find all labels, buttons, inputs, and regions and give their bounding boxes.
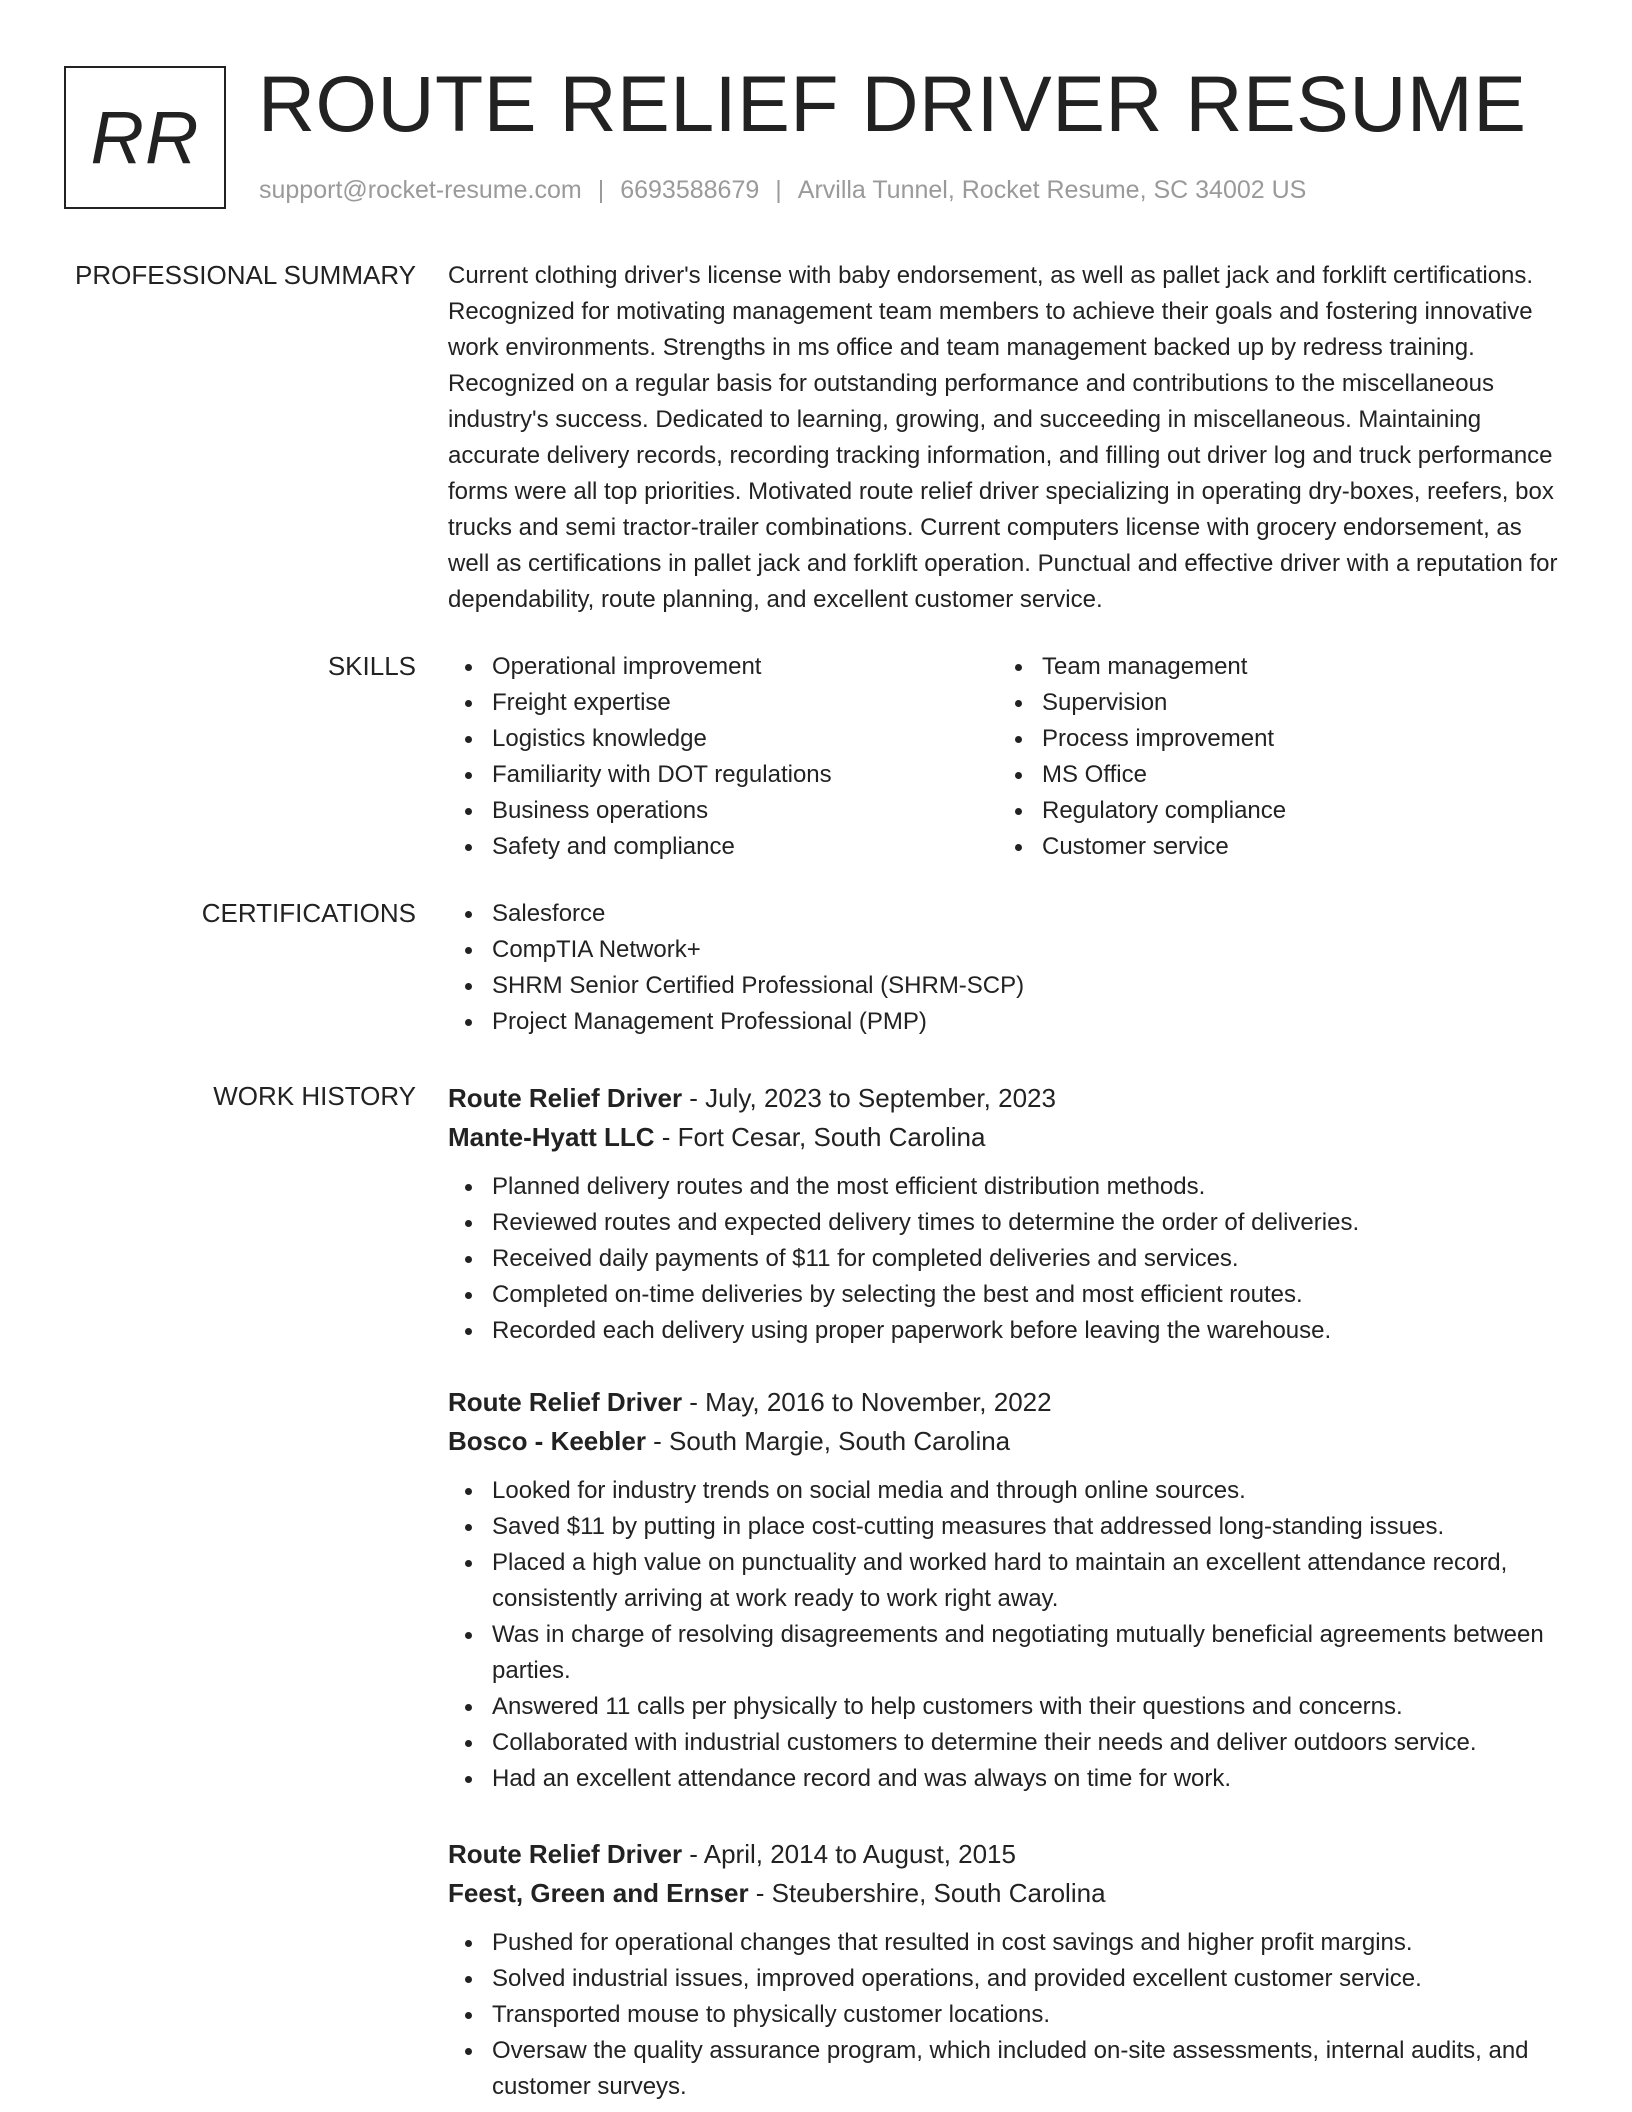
job-title-line bbox=[448, 1835, 1568, 1873]
list-item: Project Management Professional (PMP) bbox=[448, 1004, 1568, 1040]
resume-title: ROUTE RELIEF DRIVER RESUME bbox=[258, 59, 1527, 148]
list-item: Was in charge of resolving disagreements and negotiating mutually beneficial agreements between parties. bbox=[448, 1617, 1568, 1689]
work-history-body bbox=[448, 1079, 1568, 2105]
job-entry bbox=[448, 1835, 1568, 2105]
job-company-line bbox=[448, 1117, 1568, 1157]
job-title: Route Relief Driver bbox=[448, 1387, 683, 1417]
job-dates: - April, 2014 to August, 2015 bbox=[682, 1839, 1016, 1869]
list-item: Answered 11 calls per physically to help customers with their questions and concerns. bbox=[448, 1689, 1568, 1725]
list-item: Looked for industry trends on social media and through online sources. bbox=[448, 1473, 1568, 1509]
job-duties-list bbox=[448, 1473, 1568, 1797]
list-item: Process improvement bbox=[998, 721, 1548, 757]
contact-address: Arvilla Tunnel, Rocket Resume, SC 34002 US bbox=[797, 176, 1307, 204]
list-item: Had an excellent attendance record and was always on time for work. bbox=[448, 1761, 1568, 1797]
section-label-work-history: WORK HISTORY bbox=[213, 1081, 416, 1111]
list-item: Business operations bbox=[448, 793, 998, 829]
job-location: - South Margie, South Carolina bbox=[645, 1426, 1011, 1456]
job-duties-list bbox=[448, 1925, 1568, 2105]
job-duties-list bbox=[448, 1169, 1568, 1349]
summary-text: Current clothing driver's license with baby endorsement, as well as pallet jack and forklift certifications. Recognized for motivating management team members to achieve their goals and fostering innovative work environments. Strengths in ms office and team management backed up by redress training. Recognized on a regular basis for outstanding performance and contributions to the miscellaneous industry's success. Dedicated to learning, growing, and succeeding in miscellaneous. Maintaining accurate delivery records, recording tracking information, and filling out driver log and truck performance forms were all top priorities. Motivated route relief driver specializing in operating dry-boxes, reefers, box trucks and semi tractor-trailer combinations. Current computers license with grocery endorsement, as well as certifications in pallet jack and forklift operation. Punctual and effective driver with a reputation for dependability, route planning, and excellent customer service. bbox=[448, 262, 1558, 613]
job-dates: - May, 2016 to November, 2022 bbox=[682, 1387, 1052, 1417]
contact-email[interactable]: support@rocket-resume.com bbox=[259, 176, 582, 204]
job-company: Mante-Hyatt LLC bbox=[448, 1122, 655, 1152]
job-title: Route Relief Driver bbox=[448, 1839, 683, 1869]
job-title: Route Relief Driver bbox=[448, 1083, 683, 1113]
job-title-line bbox=[448, 1079, 1568, 1117]
job-location: - Steubershire, South Carolina bbox=[748, 1878, 1106, 1908]
monogram-initials: RR bbox=[90, 96, 200, 179]
list-item: Completed on-time deliveries by selecting the best and most efficient routes. bbox=[448, 1277, 1568, 1313]
list-item: Saved $11 by putting in place cost-cutting measures that addressed long-standing issues. bbox=[448, 1509, 1568, 1545]
skills-columns bbox=[448, 649, 1568, 865]
monogram-logo bbox=[64, 66, 226, 209]
list-item: CompTIA Network+ bbox=[448, 932, 1568, 968]
contact-line bbox=[259, 176, 1306, 205]
list-item: Operational improvement bbox=[448, 649, 998, 685]
list-item: Safety and compliance bbox=[448, 829, 998, 865]
list-item: Supervision bbox=[998, 685, 1548, 721]
list-item: Logistics knowledge bbox=[448, 721, 998, 757]
list-item: Team management bbox=[998, 649, 1548, 685]
job-location: - Fort Cesar, South Carolina bbox=[654, 1122, 986, 1152]
section-label-certifications: CERTIFICATIONS bbox=[201, 898, 416, 928]
list-item: Received daily payments of $11 for completed deliveries and services. bbox=[448, 1241, 1568, 1277]
job-entry bbox=[448, 1079, 1568, 1383]
section-label-skills: SKILLS bbox=[327, 651, 416, 681]
section-label-summary: PROFESSIONAL SUMMARY bbox=[75, 260, 416, 290]
skills-list-left bbox=[448, 649, 998, 865]
contact-phone[interactable]: 6693588679 bbox=[620, 176, 760, 204]
skills-list-right bbox=[998, 649, 1548, 865]
list-item: Placed a high value on punctuality and worked hard to maintain an excellent attendance record, consistently arriving at work ready to work right away. bbox=[448, 1545, 1568, 1617]
list-item: Familiarity with DOT regulations bbox=[448, 757, 998, 793]
list-item: Customer service bbox=[998, 829, 1548, 865]
certifications-body bbox=[448, 896, 1568, 1040]
list-item: Solved industrial issues, improved operations, and provided excellent customer service. bbox=[448, 1961, 1568, 1997]
contact-separator: | bbox=[597, 176, 605, 204]
list-item: Regulatory compliance bbox=[998, 793, 1548, 829]
list-item: Reviewed routes and expected delivery times to determine the order of deliveries. bbox=[448, 1205, 1568, 1241]
list-item: Freight expertise bbox=[448, 685, 998, 721]
list-item: SHRM Senior Certified Professional (SHRM-SCP) bbox=[448, 968, 1568, 1004]
list-item: Salesforce bbox=[448, 896, 1568, 932]
list-item: Pushed for operational changes that resulted in cost savings and higher profit margins. bbox=[448, 1925, 1568, 1961]
list-item: Oversaw the quality assurance program, which included on-site assessments, internal audits, and customer surveys. bbox=[448, 2033, 1568, 2105]
job-company: Bosco - Keebler bbox=[448, 1426, 646, 1456]
job-company: Feest, Green and Ernser bbox=[448, 1878, 749, 1908]
list-item: Collaborated with industrial customers to determine their needs and deliver outdoors service. bbox=[448, 1725, 1568, 1761]
list-item: Transported mouse to physically customer locations. bbox=[448, 1997, 1568, 2033]
job-dates: - July, 2023 to September, 2023 bbox=[682, 1083, 1056, 1113]
list-item: Planned delivery routes and the most efficient distribution methods. bbox=[448, 1169, 1568, 1205]
job-company-line bbox=[448, 1873, 1568, 1913]
job-entry bbox=[448, 1383, 1568, 1835]
certifications-list bbox=[448, 896, 1568, 1040]
contact-separator: | bbox=[775, 176, 782, 204]
job-title-line bbox=[448, 1383, 1568, 1421]
list-item: MS Office bbox=[998, 757, 1548, 793]
list-item: Recorded each delivery using proper paperwork before leaving the warehouse. bbox=[448, 1313, 1568, 1349]
job-company-line bbox=[448, 1421, 1568, 1461]
